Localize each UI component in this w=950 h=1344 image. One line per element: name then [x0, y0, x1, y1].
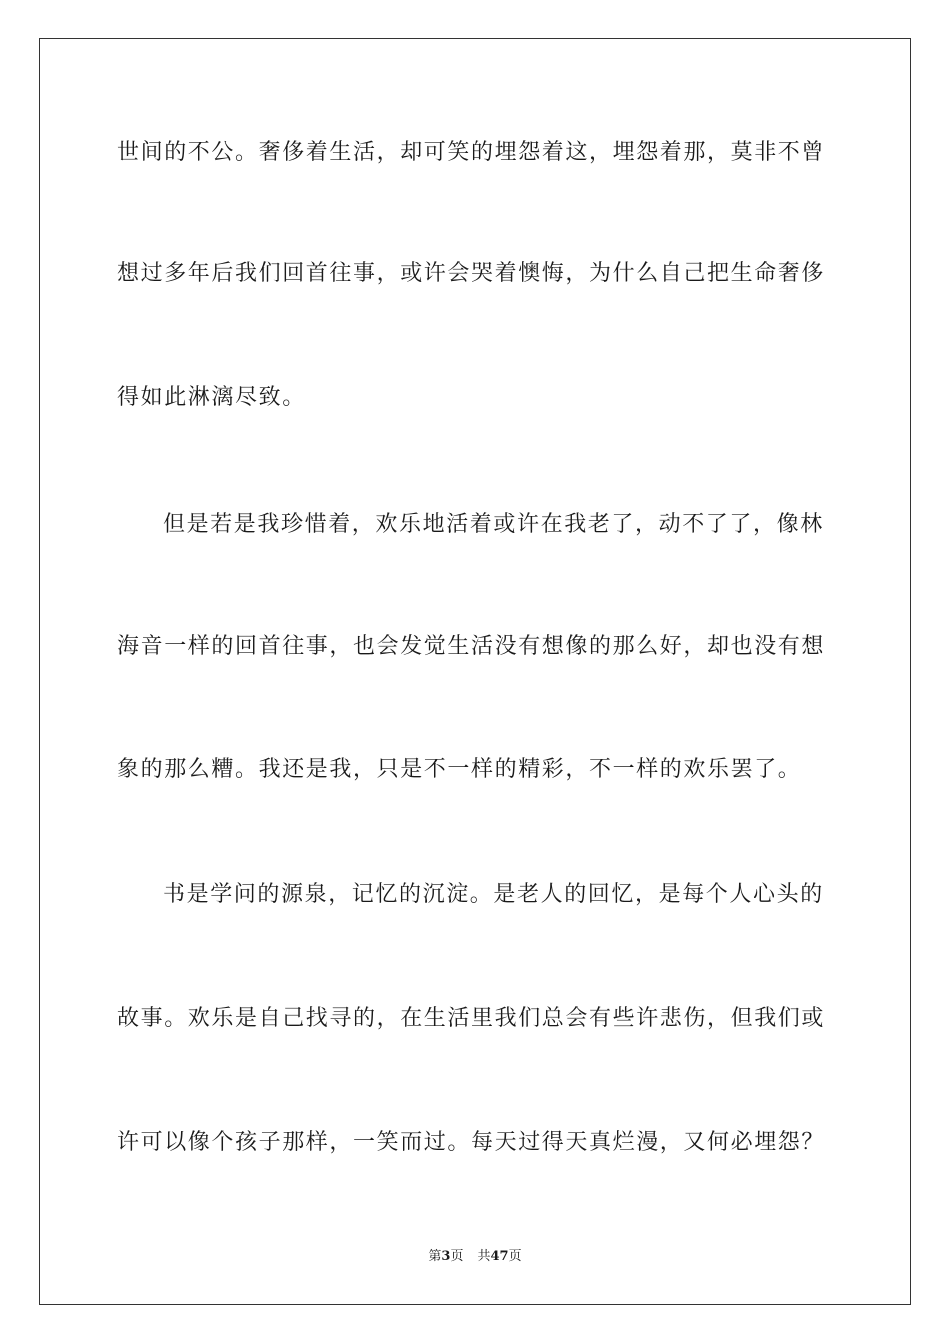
text-line-8: 故事。欢乐是自己找寻的，在生活里我们总会有些许悲伤，但我们或 [117, 1006, 826, 1031]
total-pages: 47 [490, 1249, 509, 1264]
text-line-4-paragraph-start: 但是若是我珍惜着，欢乐地活着或许在我老了，动不了了，像林 [163, 512, 824, 537]
text-line-9: 许可以像个孩子那样，一笑而过。每天过得天真烂漫，又何必埋怨？ [117, 1130, 826, 1155]
page-suffix: 页 [450, 1249, 464, 1264]
text-line-6: 象的那么糟。我还是我，只是不一样的精彩，不一样的欢乐罢了。 [117, 757, 802, 782]
text-line-3: 得如此淋漓尽致。 [117, 385, 306, 410]
text-line-2: 想过多年后我们回首往事，或许会哭着懊悔，为什么自己把生命奢侈 [117, 261, 826, 286]
page-number: 3 [441, 1249, 451, 1264]
text-line-7-paragraph-start: 书是学问的源泉，记忆的沉淀。是老人的回忆，是每个人心头的 [163, 882, 824, 907]
total-suffix: 页 [508, 1249, 522, 1264]
page-border [39, 38, 911, 1305]
page-footer [0, 1248, 950, 1266]
page-prefix: 第 [428, 1249, 442, 1264]
text-line-5: 海音一样的回首往事，也会发觉生活没有想像的那么好，却也没有想 [117, 634, 826, 659]
text-line-1: 世间的不公。奢侈着生活，却可笑的埋怨着这，埋怨着那，莫非不曾 [117, 140, 826, 165]
total-prefix: 共 [477, 1249, 491, 1264]
